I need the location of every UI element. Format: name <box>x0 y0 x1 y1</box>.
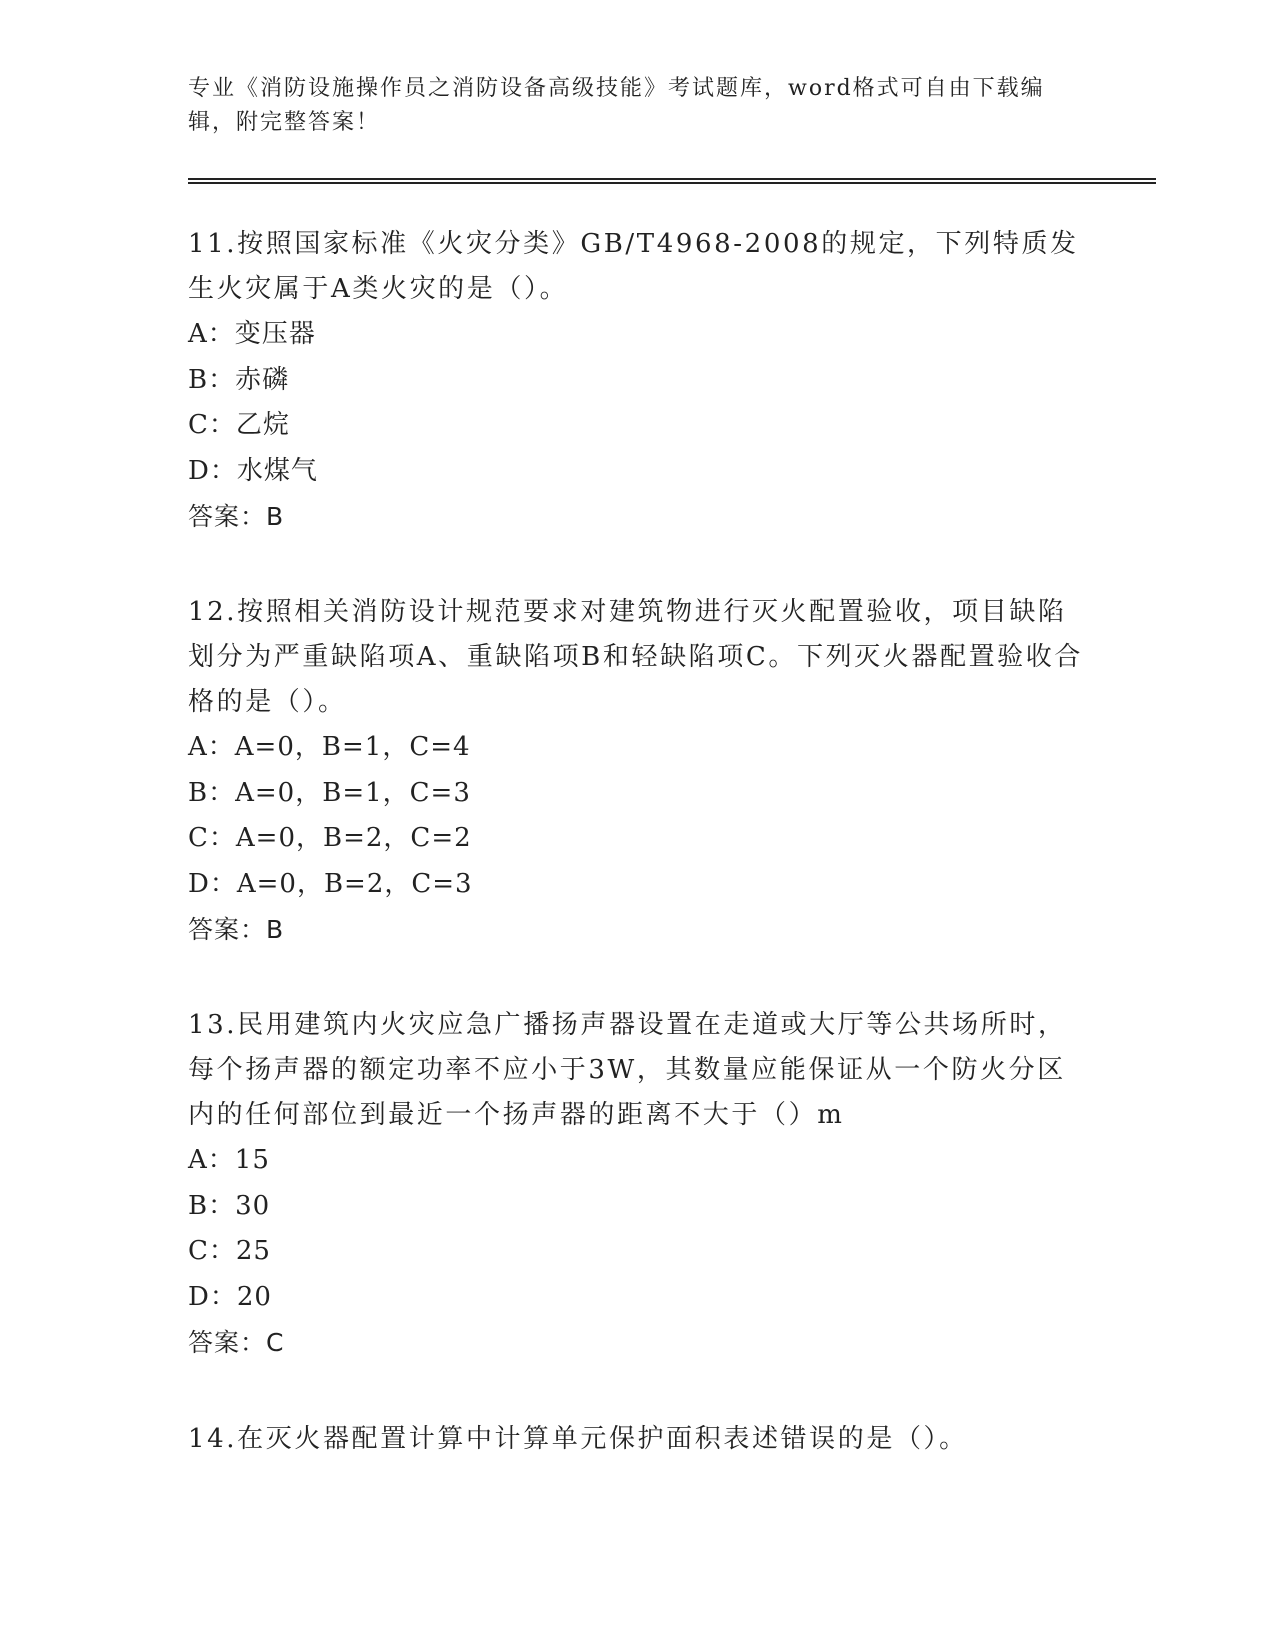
option-d: D：水煤气 <box>188 455 318 486</box>
option-c: C：25 <box>188 1236 271 1266</box>
option-c: C：乙烷 <box>188 410 290 440</box>
question-text: 12.按照相关消防设计规范要求对建筑物进行灭火配置验收，项目缺陷划分为严重缺陷项A、重缺陷项B和轻缺陷项C。下列灭火器配置验收合格的是（）。 <box>188 597 1083 717</box>
question-11 <box>188 222 1088 540</box>
option-a: A：变压器 <box>188 319 316 349</box>
header-divider <box>188 178 1156 184</box>
option-c: C：A=0，B=2，C=2 <box>188 823 472 853</box>
question-14 <box>188 1417 1088 1462</box>
option-b: B：赤磷 <box>188 364 290 395</box>
option-d: D：20 <box>188 1281 272 1312</box>
question-13 <box>188 1003 1088 1366</box>
answer: 答案：C <box>188 1328 285 1357</box>
question-text: 13.民用建筑内火灾应急广播扬声器设置在走道或大厅等公共场所时，每个扬声器的额定功率不应小于3W，其数量应能保证从一个防火分区内的任何部位到最近一个扬声器的距离不大于（）m <box>188 1010 1067 1130</box>
option-b: B：30 <box>188 1190 271 1221</box>
option-a: A：A=0，B=1，C=4 <box>188 732 471 762</box>
answer: 答案：B <box>188 915 285 944</box>
option-a: A：15 <box>188 1145 270 1175</box>
question-12 <box>188 590 1088 953</box>
option-b: B：A=0，B=1，C=3 <box>188 777 471 808</box>
question-text: 11.按照国家标准《火灾分类》GB/T4968-2008的规定，下列特质发生火灾属于A类火灾的是（）。 <box>188 229 1079 304</box>
answer: 答案：B <box>188 502 285 531</box>
question-text: 14.在灭火器配置计算中计算单元保护面积表述错误的是（）。 <box>188 1424 968 1454</box>
option-d: D：A=0，B=2，C=3 <box>188 868 473 899</box>
document-header: 专业《消防设施操作员之消防设备高级技能》考试题库，word格式可自由下载编辑，附完整答案！ <box>188 76 1045 135</box>
